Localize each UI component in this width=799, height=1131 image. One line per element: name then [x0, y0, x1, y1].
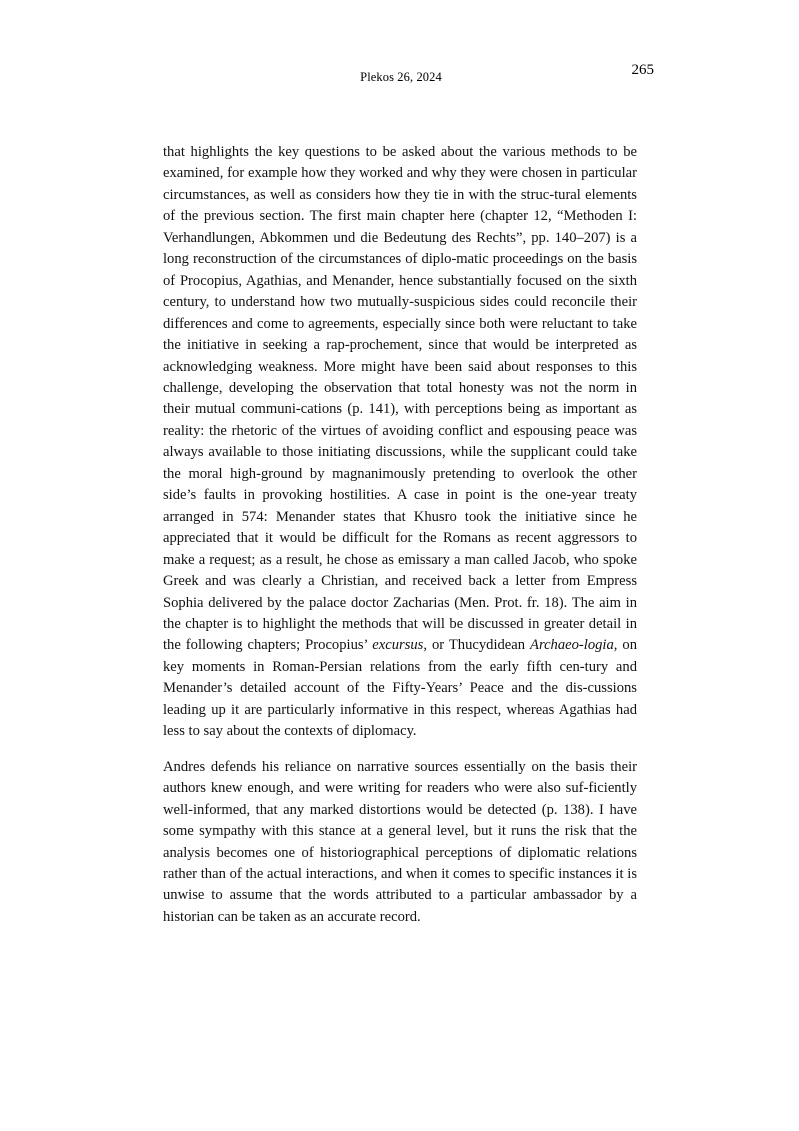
- body-text: [163, 142, 637, 928]
- italic-term: excursus: [372, 637, 424, 654]
- page-header: [163, 62, 654, 88]
- page-number: 265: [631, 62, 654, 78]
- paragraph: Andres defends his reliance on narrative sources essentially on the basis their authors knew enough, and were writing for readers who were also suf-ficiently well-informed, that any marked distortions would be detected (p. 138). I have some sympathy with this stance at a general level, but it runs the risk that the analysis becomes one of historiographical perceptions of diplomatic relations rather than of the actual interactions, and when it comes to specific instances it is unwise to assume that the words attributed to a particular ambassador by a historian can be taken as an accurate record.: [163, 758, 637, 925]
- running-title: Plekos 26, 2024: [360, 70, 442, 84]
- italic-term: Archaeo-logia: [530, 637, 614, 654]
- paragraph: that highlights the key questions to be asked about the various methods to be examined, for example how they worked and why they were chosen in particular circumstances, as well as considers how they tie in with the struc-tural elements of the previous section. The first main chapter here (chapter 12, “Methoden I: Verhandlungen, Abkommen und die Bedeutung des Rechts”, pp. 140–207) is a long reconstruction of the circumstances of diplo-matic proceedings on the basis of Procopius, Agathias, and Menander, hence substantially focused on the sixth century, to understand how two mutually-suspicious sides could reconcile their differences and come to agreements, especially since both were reluctant to take the initiative in seeking a rap-prochement, since that would be interpreted as acknowledging weakness. More might have been said about responses to this challenge, developing the observation that total honesty was not the norm in their mutual communi-cations (p. 141), with perceptions being as important as reality: the rhetoric of the virtues of avoiding conflict and espousing peace was always available to those initiating discussions, while the supplicant could take the moral high-ground by magnanimously pretending to overlook the other side’s faults in provoking hostilities. A case in point is the one-year treaty arranged in 574: Menander states that Khusro took the initiative since he appreciated that it would be difficult for the Romans as recent aggressors to make a request; as a result, he chose as emissary a man called Jacob, who spoke Greek and was clearly a Christian, and received back a letter from Empress Sophia delivered by the palace doctor Zacharias (Men. Prot. fr. 18). The aim in the chapter is to highlight the methods that will be discussed in greater detail in the following chapters; Procopius’ excursus, or Thucydidean Archaeo-logia, on key moments in Roman-Persian relations from the early fifth cen-tury and Menander’s detailed account of the Fifty-Years’ Peace and the dis-cussions leading up it are particularly informative in this respect, whereas Agathias had less to say about the contexts of diplomacy.: [163, 144, 638, 740]
